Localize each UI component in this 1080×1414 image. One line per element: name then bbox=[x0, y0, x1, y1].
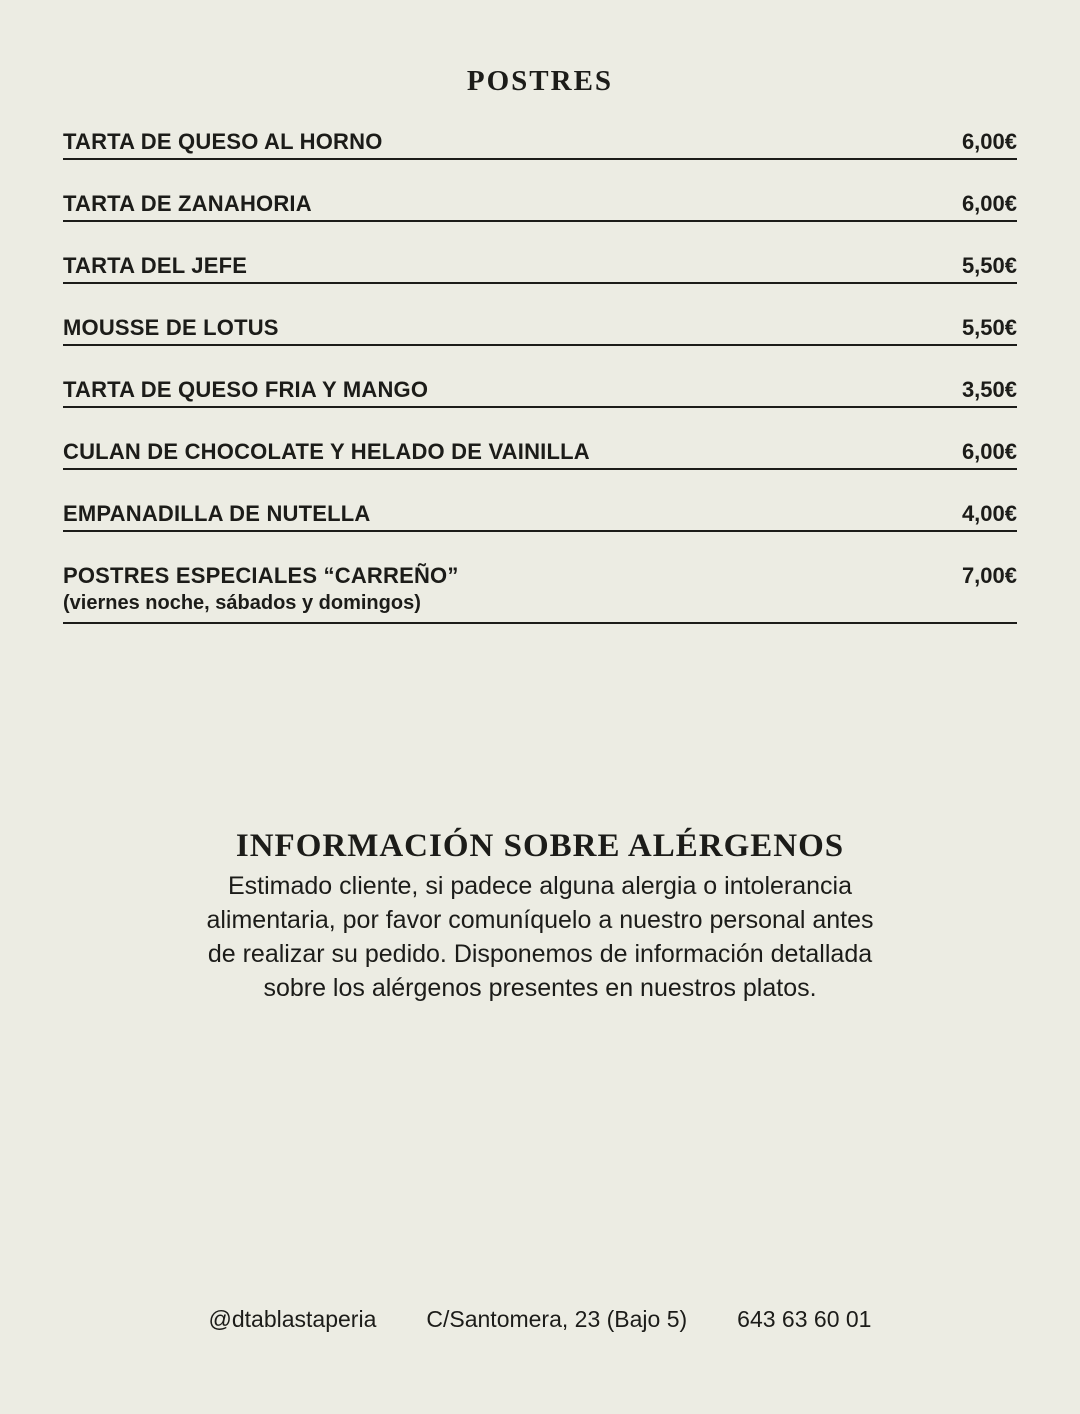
menu-item-row bbox=[63, 252, 1017, 280]
menu-item-price: 3,50€ bbox=[961, 377, 1017, 402]
menu-item-name: CULAN DE CHOCOLATE Y HELADO DE VAINILLA bbox=[63, 439, 590, 464]
menu-item-row bbox=[63, 376, 1017, 404]
menu-item-price: 5,50€ bbox=[961, 315, 1017, 340]
menu-item bbox=[63, 562, 1017, 624]
menu-item-name: MOUSSE DE LOTUS bbox=[63, 315, 279, 340]
menu-item-row bbox=[63, 500, 1017, 528]
menu-item-row bbox=[63, 562, 1017, 590]
menu-page bbox=[0, 64, 1080, 1414]
menu-item bbox=[63, 500, 1017, 532]
menu-item-name: TARTA DE ZANAHORIA bbox=[63, 191, 312, 216]
menu-item bbox=[63, 376, 1017, 408]
menu-item-price: 7,00€ bbox=[961, 563, 1017, 588]
menu-item-price: 6,00€ bbox=[961, 129, 1017, 154]
menu-item-row bbox=[63, 438, 1017, 466]
menu-item bbox=[63, 128, 1017, 160]
menu-item bbox=[63, 438, 1017, 470]
menu-item bbox=[63, 252, 1017, 284]
allergen-body-text: Estimado cliente, si padece alguna alergia o intolerancia alimentaria, por favor comuníquelo a nuestro personal antes de realizar su pedido. Disponemos de información detallada sobre los alérgenos presentes en nuestros platos. bbox=[206, 872, 874, 1002]
menu-item-name: EMPANADILLA DE NUTELLA bbox=[63, 501, 371, 526]
footer bbox=[0, 1304, 1080, 1334]
menu-item-note: (viernes noche, sábados y domingos) bbox=[63, 592, 421, 614]
menu-item bbox=[63, 190, 1017, 222]
footer-address: C/Santomera, 23 (Bajo 5) bbox=[426, 1306, 688, 1332]
menu-item-price: 6,00€ bbox=[961, 191, 1017, 216]
menu-item-name: TARTA DE QUESO FRIA Y MANGO bbox=[63, 377, 429, 402]
allergen-section bbox=[63, 826, 1017, 1005]
menu-item bbox=[63, 314, 1017, 346]
menu-item-price: 6,00€ bbox=[961, 439, 1017, 464]
allergen-title: INFORMACIÓN SOBRE ALÉRGENOS bbox=[235, 828, 845, 864]
page-title: POSTRES bbox=[466, 65, 614, 97]
menu-item-name: TARTA DE QUESO AL HORNO bbox=[63, 129, 383, 154]
menu-item-price: 4,00€ bbox=[961, 501, 1017, 526]
footer-instagram-handle: @dtablastaperia bbox=[208, 1306, 377, 1332]
menu-list bbox=[63, 128, 1017, 624]
menu-item-row bbox=[63, 190, 1017, 218]
menu-item-name: TARTA DEL JEFE bbox=[63, 253, 248, 278]
menu-item-price: 5,50€ bbox=[961, 253, 1017, 278]
footer-phone: 643 63 60 01 bbox=[737, 1306, 872, 1332]
menu-item-row bbox=[63, 314, 1017, 342]
menu-item-row bbox=[63, 128, 1017, 156]
menu-item-name: POSTRES ESPECIALES “CARREÑO” bbox=[63, 563, 459, 588]
